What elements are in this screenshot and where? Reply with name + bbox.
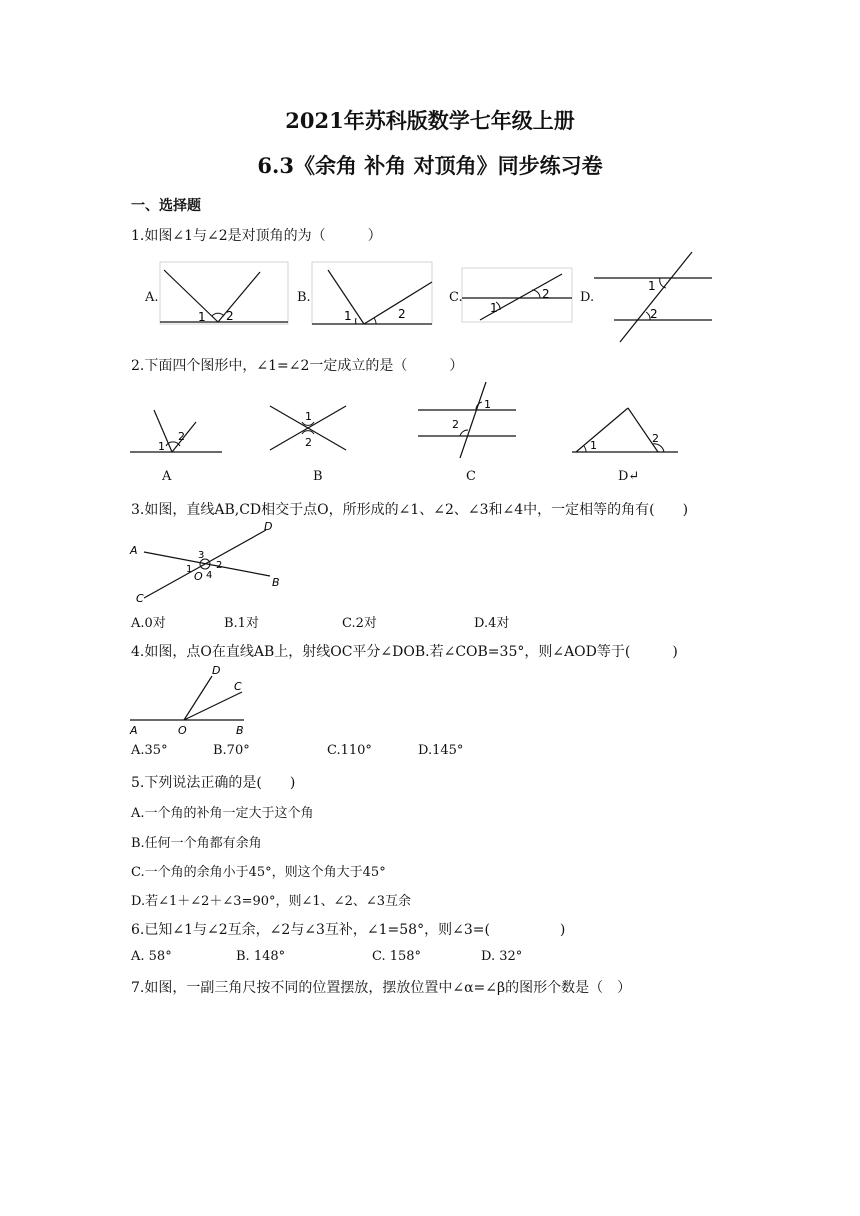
q3-label-b: B — [272, 576, 280, 589]
q1-option-b-label: B. — [297, 290, 311, 305]
q1-figure-b — [312, 262, 437, 332]
q5-option-a: A.一个角的补角一定大于这个角 — [131, 806, 314, 821]
q1b-angle-2: 2 — [398, 307, 406, 321]
q3-angle-1: 1 — [186, 564, 193, 575]
q2c-angle-2: 2 — [452, 418, 459, 431]
q4-label-o: O — [178, 724, 187, 737]
q1-option-d-label: D. — [580, 290, 595, 305]
q6-option-c: C. 158° — [372, 949, 422, 964]
q2-caption-c: C — [466, 469, 476, 484]
q1-option-a-label: A. — [145, 290, 159, 305]
q4-option-d: D.145° — [418, 743, 464, 758]
q3-option-d: D.4对 — [474, 616, 510, 631]
q2-caption-a: A — [162, 469, 172, 484]
q2-caption-d: D↵ — [618, 469, 640, 484]
q4-option-c: C.110° — [327, 743, 372, 758]
section-heading: 一、选择题 — [131, 198, 201, 214]
q1-figure-c — [462, 268, 577, 328]
q1c-angle-1: 1 — [490, 301, 498, 315]
q2-caption-b: B — [313, 469, 323, 484]
q1c-angle-2: 2 — [542, 287, 550, 301]
question-4: 4.如图，点O在直线AB上，射线OC平分∠DOB.若∠COB=35°，则∠AOD等于( ) — [131, 644, 678, 660]
q4-option-a: A.35° — [131, 743, 168, 758]
q3-angle-4: 4 — [206, 570, 213, 581]
q3-angle-2: 2 — [216, 560, 223, 571]
q3-label-a: A — [130, 544, 138, 557]
q1d-angle-2: 2 — [650, 307, 658, 321]
q2a-angle-1: 1 — [158, 440, 165, 453]
q3-figure — [130, 522, 280, 604]
q2d-angle-1: 1 — [590, 439, 597, 452]
q3-label-o: O — [194, 570, 203, 583]
q2-figure-a — [130, 400, 225, 460]
document-title: 2021年苏科版数学七年级上册 — [285, 108, 575, 133]
q1a-angle-2: 2 — [226, 309, 234, 323]
q1d-angle-1: 1 — [648, 279, 656, 293]
q3-option-b: B.1对 — [224, 616, 259, 631]
question-6: 6.已知∠1与∠2互余，∠2与∠3互补，∠1=58°，则∠3=( ) — [131, 922, 566, 938]
q2b-angle-2: 2 — [305, 436, 312, 449]
q5-option-d: D.若∠1＋∠2＋∠3=90°，则∠1、∠2、∠3互余 — [131, 894, 412, 909]
q1-figure-d — [594, 250, 714, 345]
q6-option-b: B. 148° — [236, 949, 286, 964]
q3-angle-3: 3 — [198, 550, 205, 561]
q3-option-a: A.0对 — [131, 616, 166, 631]
q1-figure-a — [160, 262, 290, 332]
question-1: 1.如图∠1与∠2是对顶角的为（ ） — [131, 228, 382, 244]
question-2: 2.下面四个图形中，∠1=∠2一定成立的是（ ） — [131, 358, 464, 374]
q2d-angle-2: 2 — [652, 432, 659, 445]
q4-option-b: B.70° — [213, 743, 250, 758]
q2-figure-b — [268, 402, 350, 454]
question-7: 7.如图，一副三角尺按不同的位置摆放，摆放位置中∠α=∠β的图形个数是（ ） — [131, 980, 632, 996]
q6-option-a: A. 58° — [131, 949, 172, 964]
document-subtitle: 6.3《余角 补角 对顶角》同步练习卷 — [257, 153, 603, 178]
q2a-angle-2: 2 — [178, 430, 185, 443]
q3-option-c: C.2对 — [342, 616, 377, 631]
q6-option-d: D. 32° — [481, 949, 523, 964]
q3-label-d: D — [264, 520, 273, 533]
q4-label-c: C — [234, 680, 242, 693]
q1-option-c-label: C. — [449, 290, 463, 305]
question-5: 5.下列说法正确的是( ) — [131, 775, 296, 791]
question-3: 3.如图，直线AB,CD相交于点O，所形成的∠1、∠2、∠3和∠4中，一定相等的角有( ) — [131, 502, 689, 518]
q4-label-a: A — [130, 724, 138, 737]
q1b-angle-1: 1 — [344, 309, 352, 323]
q3-label-c: C — [136, 592, 144, 605]
q2c-angle-1: 1 — [484, 398, 491, 411]
q2-figure-d — [572, 404, 682, 456]
q2-figure-c — [418, 380, 518, 460]
q2b-angle-1: 1 — [305, 410, 312, 423]
q4-label-b: B — [236, 724, 244, 737]
q1a-angle-1: 1 — [198, 310, 206, 324]
q5-option-b: B.任何一个角都有余角 — [131, 836, 262, 851]
q4-label-d: D — [212, 664, 221, 677]
q4-figure — [130, 664, 250, 736]
q5-option-c: C.一个角的余角小于45°，则这个角大于45° — [131, 865, 386, 880]
